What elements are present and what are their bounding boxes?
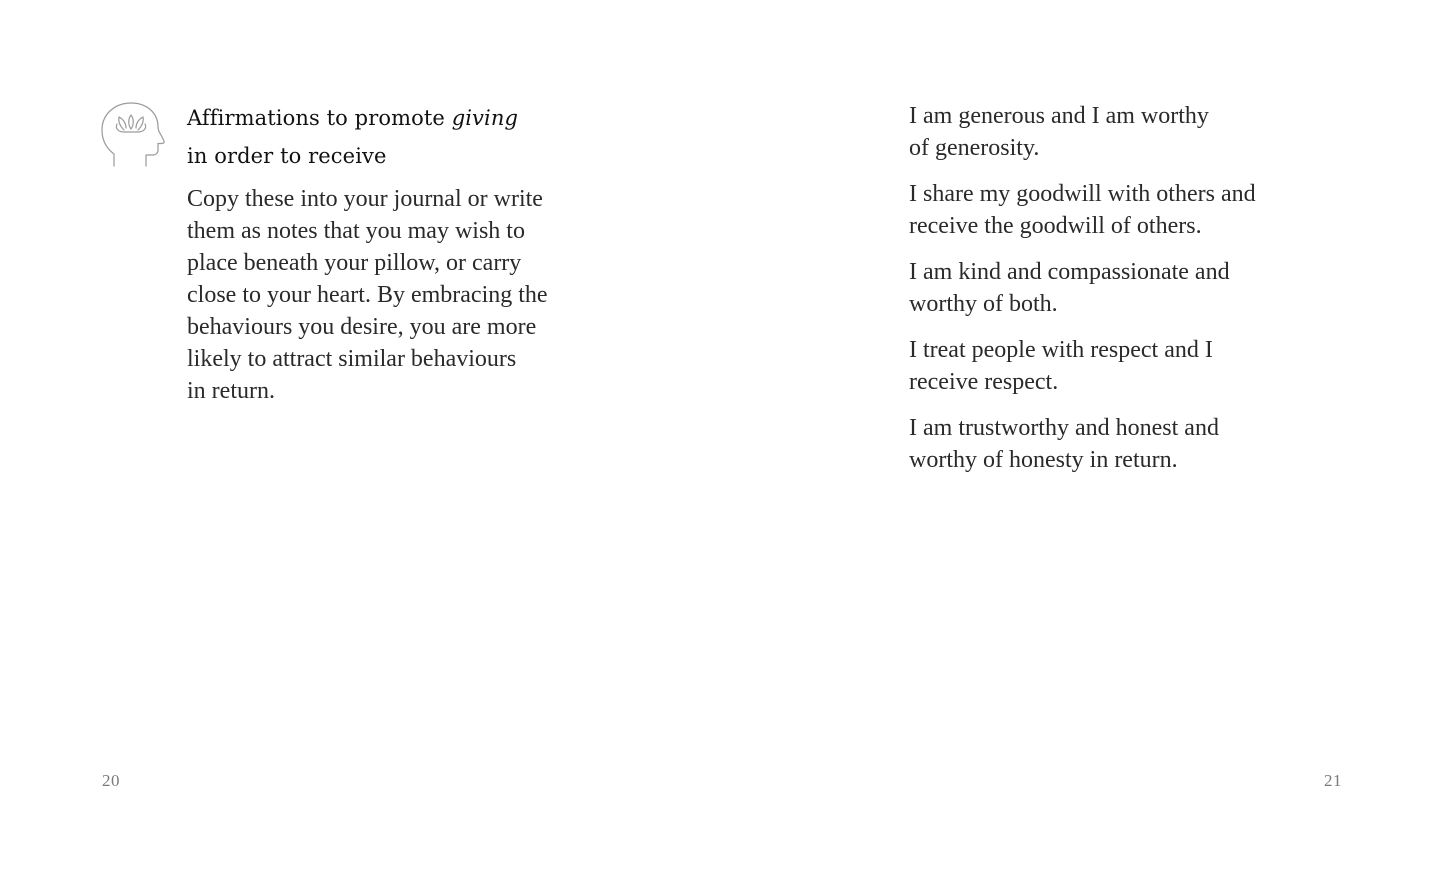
right-page <box>722 0 1445 874</box>
affirmation-list <box>909 100 1329 490</box>
heading-emphasis: giving <box>451 106 518 130</box>
affirmation-line: I am kind and compassionate and <box>909 259 1230 285</box>
intro-line: Copy these into your journal or write <box>187 186 543 212</box>
intro-line: place beneath your pillow, or carry <box>187 250 522 276</box>
intro-line: in return. <box>187 378 275 404</box>
affirmation-line: I treat people with respect and I <box>909 337 1213 363</box>
affirmation-line: I am trustworthy and honest and <box>909 415 1219 441</box>
page-number-right: 21 <box>1324 771 1342 790</box>
left-page <box>0 0 722 874</box>
affirmation-line: receive the goodwill of others. <box>909 213 1202 239</box>
affirmation-line: worthy of honesty in return. <box>909 447 1178 473</box>
affirmation-item <box>909 100 1329 164</box>
affirmation-line: worthy of both. <box>909 291 1058 317</box>
page-heading <box>187 99 627 175</box>
affirmation-item <box>909 256 1329 320</box>
affirmation-line: receive respect. <box>909 369 1059 395</box>
heading-text-end: in order to receive <box>187 144 387 168</box>
intro-line: close to your heart. By embracing the <box>187 282 548 308</box>
affirmation-item <box>909 334 1329 398</box>
intro-paragraph <box>187 183 617 407</box>
head-with-lotus-icon <box>100 100 166 170</box>
affirmation-item <box>909 178 1329 242</box>
intro-line: them as notes that you may wish to <box>187 218 525 244</box>
heading-text-start: Affirmations to promote <box>187 106 452 130</box>
affirmation-line: I am generous and I am worthy <box>909 103 1209 129</box>
intro-line: behaviours you desire, you are more <box>187 314 537 340</box>
page-number-left: 20 <box>102 771 120 790</box>
affirmation-line: of generosity. <box>909 135 1040 161</box>
affirmation-item <box>909 412 1329 476</box>
intro-line: likely to attract similar behaviours <box>187 346 517 372</box>
affirmation-line: I share my goodwill with others and <box>909 181 1256 207</box>
